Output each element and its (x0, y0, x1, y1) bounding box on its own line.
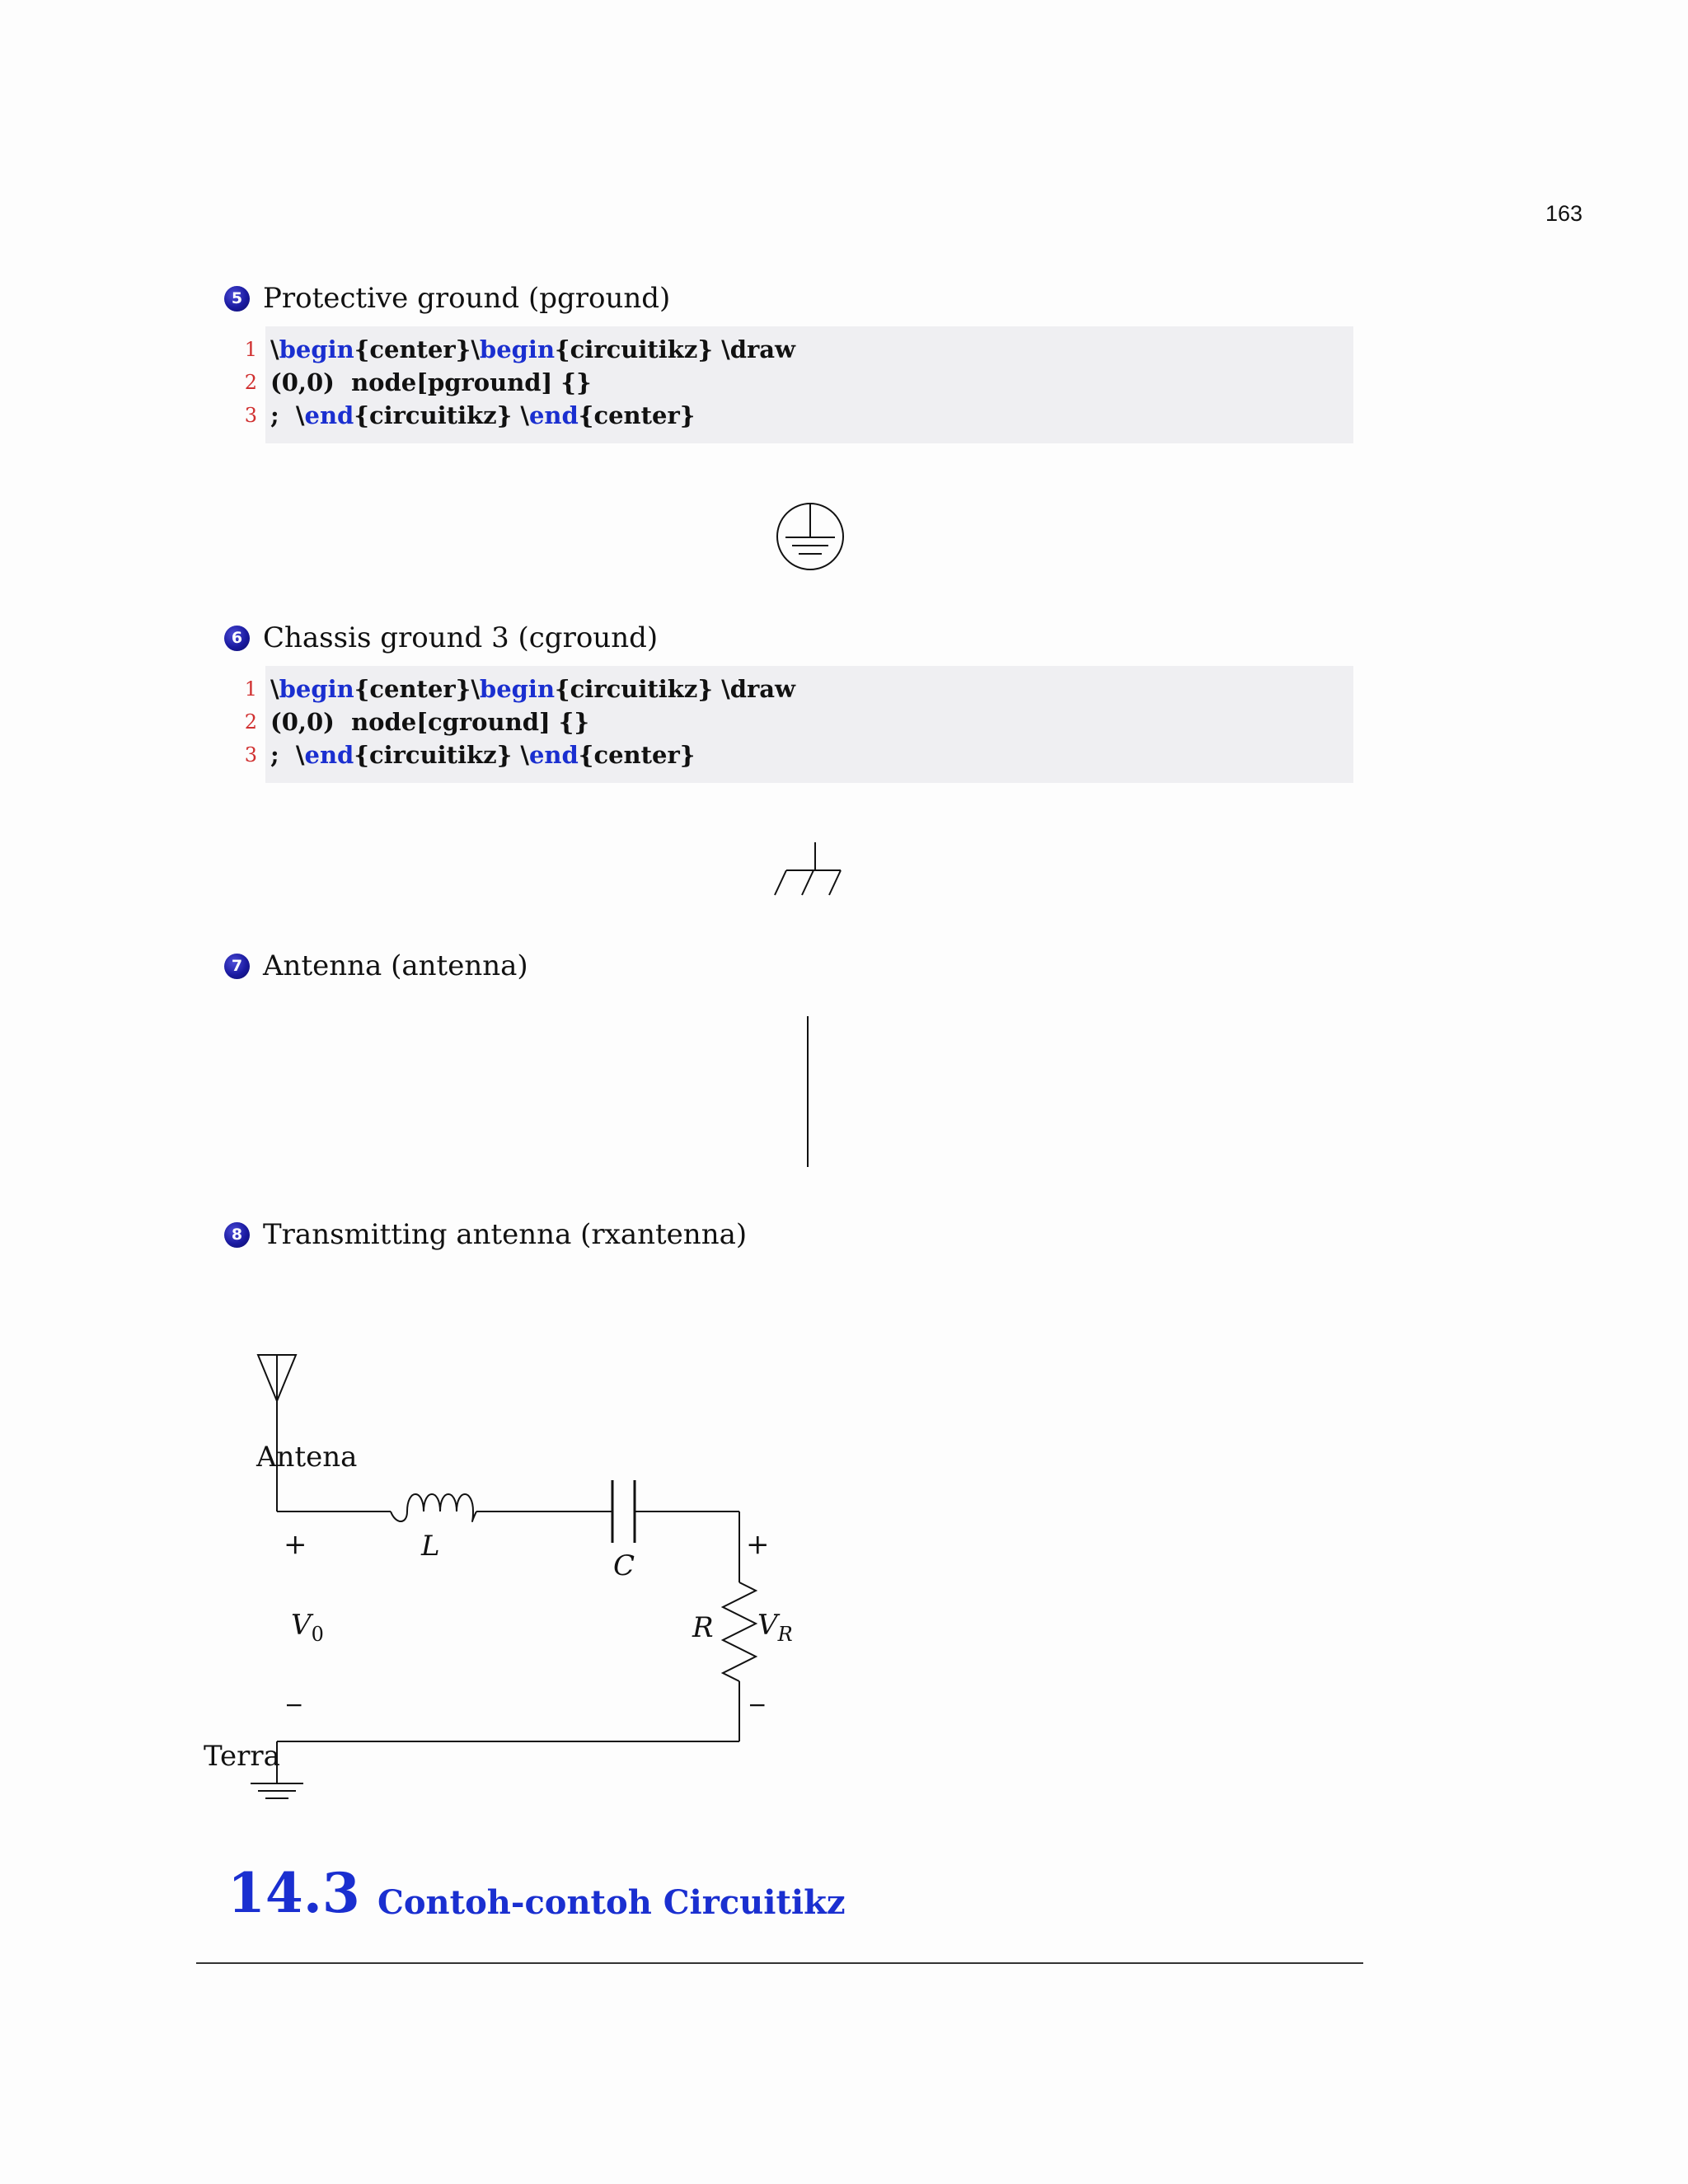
item-title: Protective ground (pground) (263, 282, 671, 315)
item-title: Transmitting antenna (rxantenna) (263, 1218, 748, 1251)
item-number-badge: 5 (224, 286, 250, 312)
resistor-minus-sign: − (748, 1691, 767, 1718)
code-text: {circuitikz} \ (354, 401, 529, 429)
item-title: Chassis ground 3 (cground) (263, 621, 659, 654)
code-keyword: end (528, 401, 579, 429)
code-text: {center}\ (354, 675, 480, 703)
line-number: 3 (244, 404, 257, 427)
code-text: {circuitikz} \draw (555, 335, 796, 363)
code-keyword: begin (279, 335, 354, 363)
code-text: \ (270, 335, 279, 363)
resistor (723, 1582, 756, 1681)
resistor-voltage-label: $V_R$ (757, 1609, 793, 1646)
section-divider (196, 1962, 1363, 1964)
source-voltage-label: $V_0$ (291, 1609, 324, 1646)
code-keyword: end (528, 741, 579, 769)
item-number-badge: 8 (224, 1222, 250, 1248)
code-text: {center} (578, 741, 696, 769)
code-text: {circuitikz} \draw (555, 675, 796, 703)
code-keyword: end (304, 401, 354, 429)
code-keyword: begin (279, 675, 354, 703)
item-title: Antenna (antenna) (263, 949, 528, 982)
code-text: ; \ (270, 741, 305, 769)
line-number: 1 (244, 677, 257, 701)
line-number: 1 (244, 338, 257, 361)
line-number: 2 (244, 710, 257, 733)
capacitor-label: C (613, 1549, 635, 1582)
code-keyword: begin (479, 675, 556, 703)
item-number-badge: 7 (224, 954, 250, 979)
item-number-badge: 6 (224, 626, 250, 651)
code-text: {circuitikz} \ (354, 741, 529, 769)
resistor-label: R (692, 1611, 714, 1644)
code-text: \ (270, 675, 279, 703)
code-keyword: begin (479, 335, 556, 363)
page-number: 163 (1545, 201, 1583, 226)
section-number: 14.3 (227, 1861, 360, 1925)
line-number: 3 (244, 743, 257, 766)
resistor-plus-sign: + (746, 1528, 770, 1561)
code-text: (0,0) node[cground] {} (270, 708, 590, 736)
code-text: ; \ (270, 401, 305, 429)
section-title: Contoh-contoh Circuitikz (377, 1883, 846, 1922)
ground-label: Terra (204, 1740, 280, 1773)
inductor (391, 1494, 476, 1521)
code-keyword: end (304, 741, 354, 769)
line-number: 2 (244, 371, 257, 394)
code-text: {center}\ (354, 335, 480, 363)
code-text: {center} (578, 401, 696, 429)
source-minus-sign: − (284, 1691, 304, 1718)
antenna-label: Antena (256, 1441, 358, 1474)
code-text: (0,0) node[pground] {} (270, 368, 592, 396)
inductor-label: L (421, 1530, 440, 1563)
source-plus-sign: + (284, 1528, 307, 1561)
